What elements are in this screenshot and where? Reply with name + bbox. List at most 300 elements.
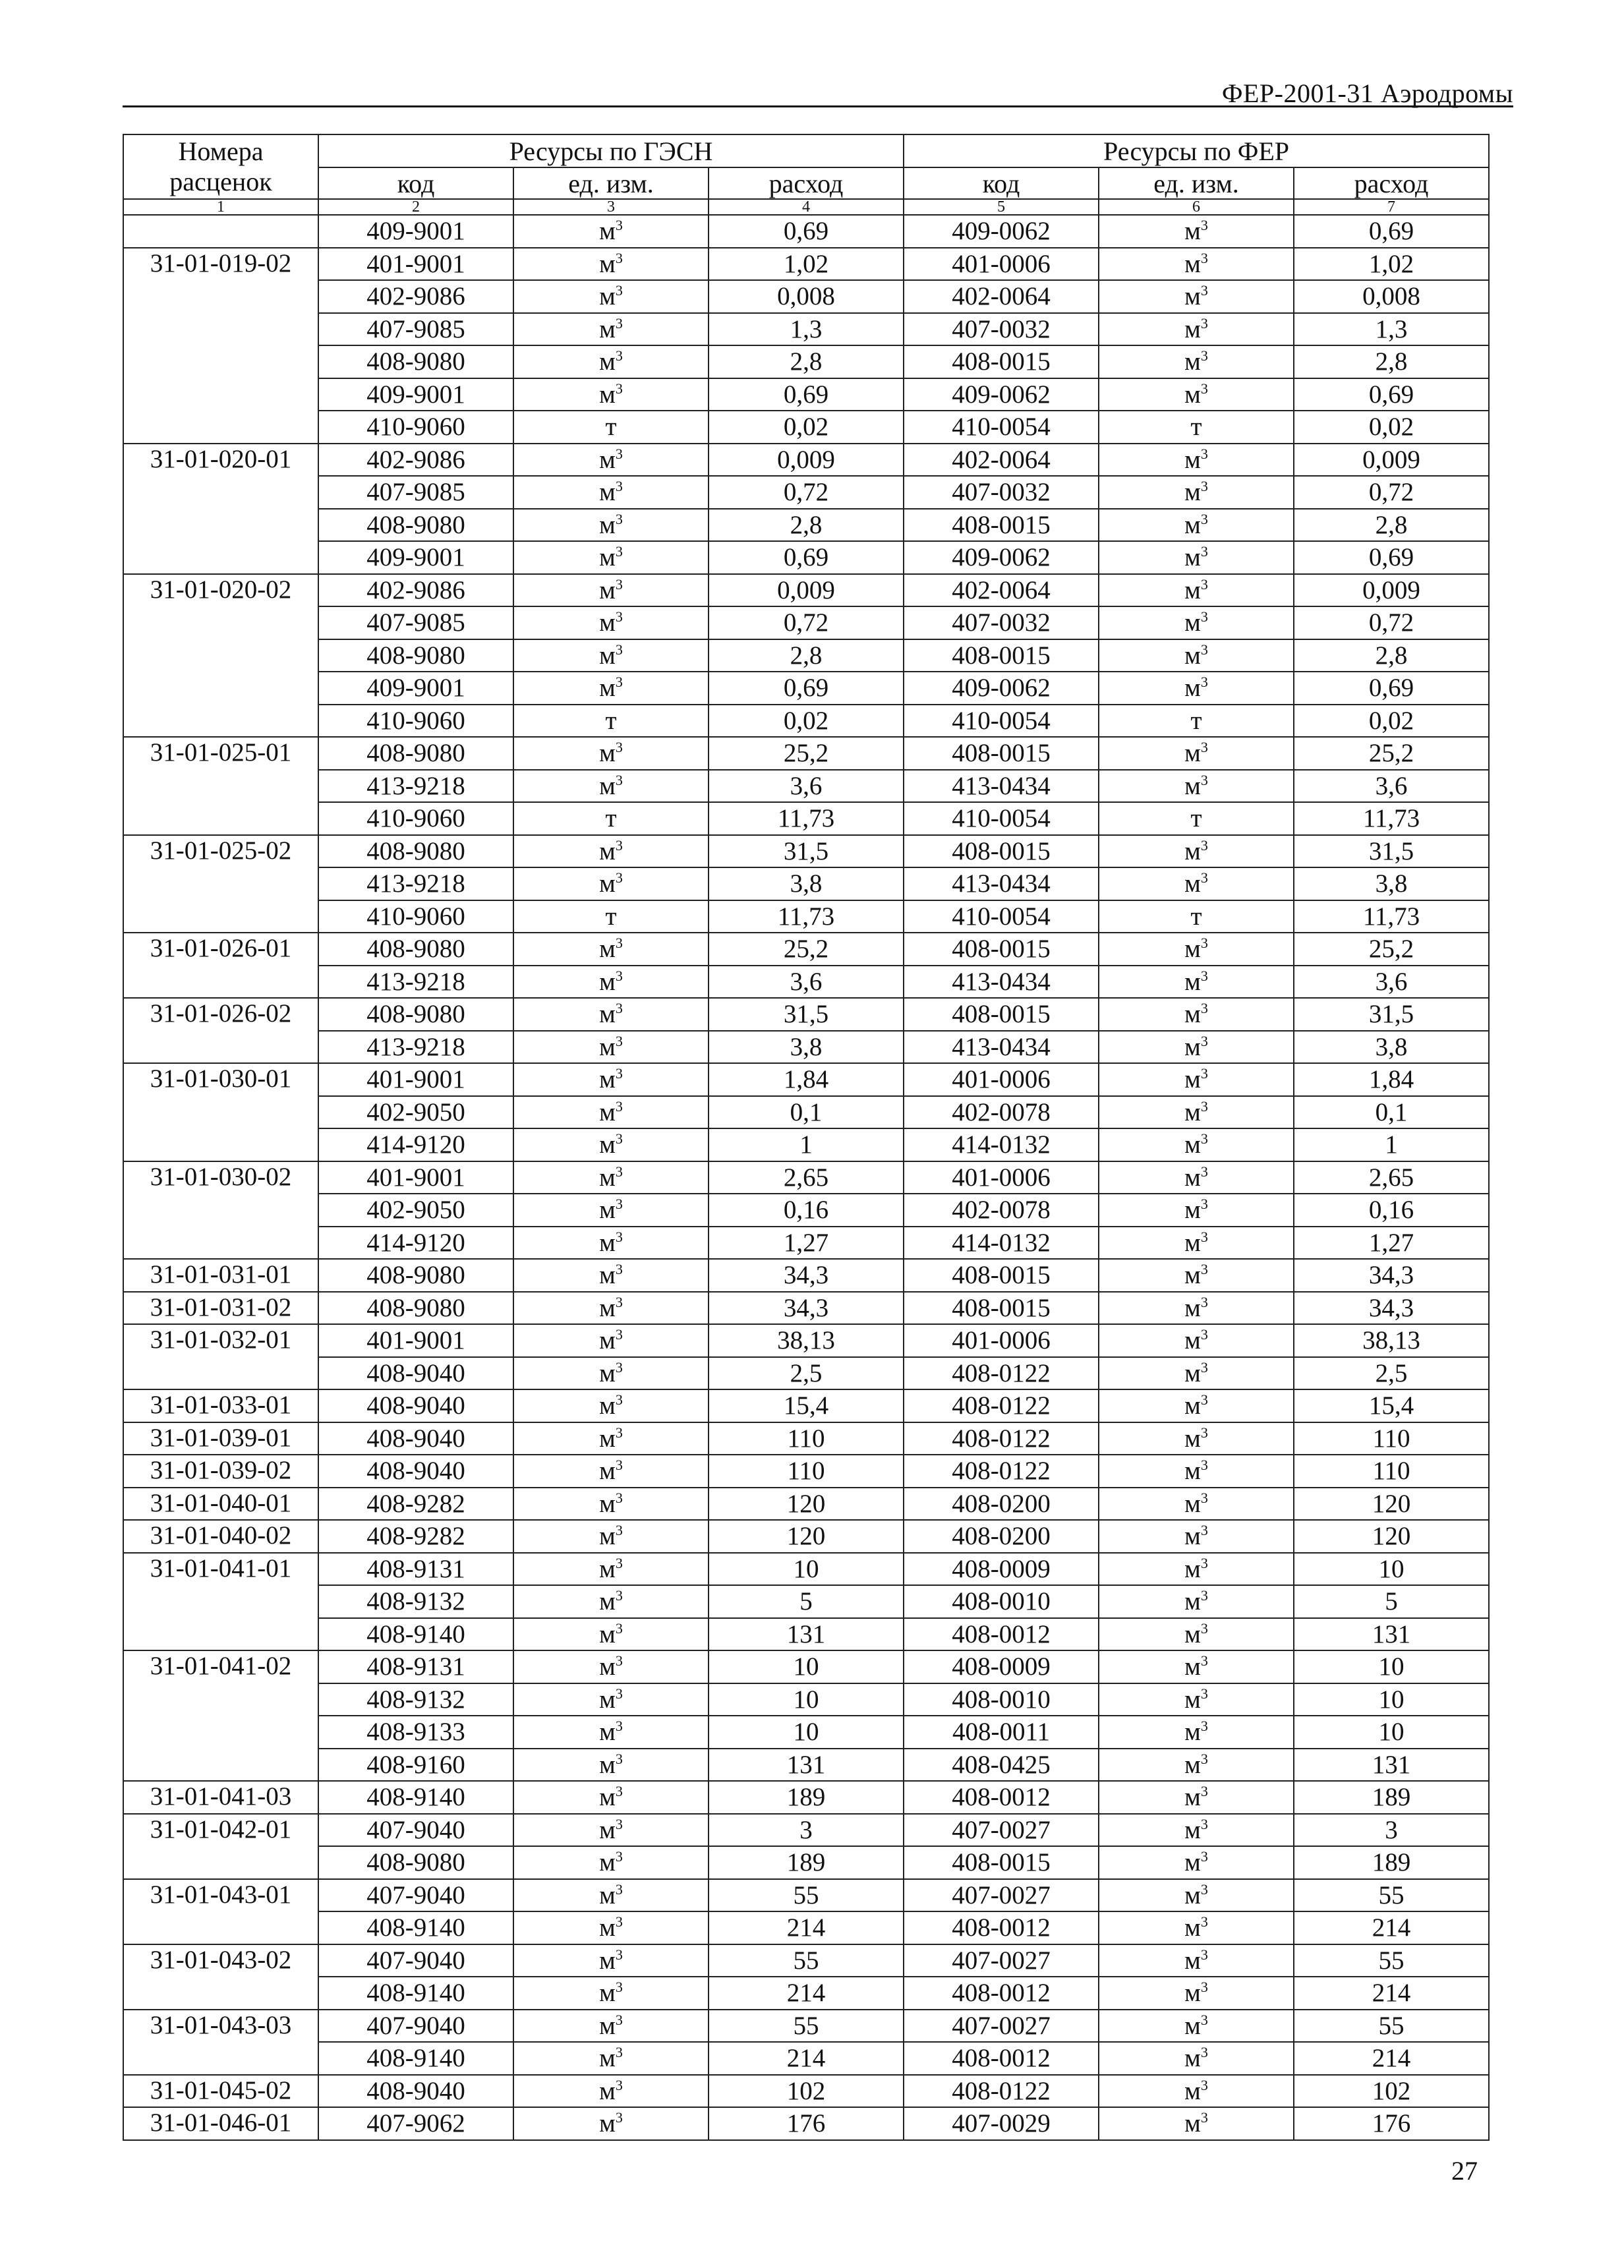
unit-exponent: 3 <box>615 935 623 952</box>
unit-base: м <box>599 869 616 898</box>
fer-consumption-cell: 3,8 <box>1294 1031 1489 1064</box>
gesn-code-cell: 413-9218 <box>318 1031 513 1064</box>
fer-code-cell: 407-0027 <box>904 2010 1099 2043</box>
unit-exponent: 3 <box>615 314 623 332</box>
gesn-consumption-cell: 131 <box>709 1618 904 1651</box>
gesn-unit-cell <box>513 966 709 999</box>
fer-consumption-cell: 110 <box>1294 1455 1489 1488</box>
rate-number-cell: 31-01-046-01 <box>123 2107 318 2140</box>
unit-base: м <box>599 1880 616 1909</box>
fer-code-cell: 413-0434 <box>904 1031 1099 1064</box>
rate-number-cell: 31-01-041-03 <box>123 1781 318 1814</box>
table-row <box>123 1357 1489 1390</box>
unit-exponent: 3 <box>1200 869 1208 887</box>
fer-unit-cell <box>1099 2107 1294 2140</box>
gesn-consumption-cell: 3,8 <box>709 1031 904 1064</box>
unit-base: м <box>599 1358 616 1387</box>
table-row <box>123 835 1489 868</box>
fer-code-cell: 413-0434 <box>904 770 1099 803</box>
fer-code-cell: 407-0029 <box>904 2107 1099 2140</box>
rate-number-cell: 31-01-032-01 <box>123 1324 318 1389</box>
gesn-unit-cell <box>513 541 709 574</box>
fer-consumption-cell: 25,2 <box>1294 933 1489 966</box>
rate-number-cell: 31-01-040-02 <box>123 1520 318 1553</box>
gesn-code-cell: 402-9050 <box>318 1096 513 1129</box>
unit-tonne: т <box>605 804 617 833</box>
unit-base: м <box>599 1457 616 1486</box>
unit-exponent: 3 <box>615 1913 623 1931</box>
fer-consumption-cell: 120 <box>1294 1520 1489 1553</box>
table-row <box>123 1749 1489 1782</box>
fer-consumption-cell: 0,69 <box>1294 215 1489 248</box>
table-row <box>123 2107 1489 2140</box>
fer-unit-cell <box>1099 1031 1294 1064</box>
gesn-consumption-cell: 3 <box>709 1814 904 1847</box>
unit-exponent: 3 <box>615 1619 623 1637</box>
fer-consumption-cell: 11,73 <box>1294 900 1489 933</box>
unit-base: м <box>1184 967 1201 996</box>
gesn-code-cell: 408-9131 <box>318 1650 513 1683</box>
fer-unit-cell <box>1099 2075 1294 2108</box>
gesn-consumption-cell: 110 <box>709 1422 904 1455</box>
gesn-consumption-cell: 0,02 <box>709 411 904 444</box>
unit-base: м <box>1184 1554 1201 1583</box>
unit-base: м <box>599 249 616 278</box>
unit-base: м <box>599 1032 616 1061</box>
gesn-code-cell: 402-9086 <box>318 444 513 477</box>
gesn-consumption-cell: 0,69 <box>709 215 904 248</box>
table-row <box>123 313 1489 346</box>
fer-unit-cell <box>1099 1488 1294 1521</box>
fer-code-cell: 414-0132 <box>904 1128 1099 1161</box>
fer-unit-cell <box>1099 1063 1294 1096</box>
unit-exponent: 3 <box>1200 314 1208 332</box>
table-row <box>123 933 1489 966</box>
unit-base: м <box>1184 1619 1201 1648</box>
unit-base: м <box>1184 314 1201 343</box>
gesn-code-cell: 408-9080 <box>318 1846 513 1879</box>
fer-consumption-cell: 1,27 <box>1294 1227 1489 1260</box>
unit-base: м <box>1184 1457 1201 1486</box>
table-row <box>123 1781 1489 1814</box>
fer-consumption-cell: 10 <box>1294 1553 1489 1586</box>
unit-exponent: 3 <box>615 1358 623 1376</box>
gesn-unit-cell <box>513 1585 709 1618</box>
fer-unit-cell <box>1099 215 1294 248</box>
gesn-code-cell: 407-9085 <box>318 476 513 509</box>
gesn-unit-cell <box>513 1259 709 1292</box>
fer-code-header: код <box>904 167 1099 199</box>
fer-unit-cell <box>1099 1814 1294 1847</box>
fer-unit-cell <box>1099 933 1294 966</box>
unit-base: м <box>1184 543 1201 572</box>
unit-base: м <box>599 1848 616 1877</box>
table-row <box>123 1814 1489 1847</box>
table-row <box>123 248 1489 281</box>
table-row <box>123 1292 1489 1325</box>
fer-consumption-cell: 25,2 <box>1294 737 1489 770</box>
fer-code-cell: 410-0054 <box>904 705 1099 738</box>
gesn-code-cell: 408-9080 <box>318 998 513 1031</box>
gesn-consumption-cell: 10 <box>709 1553 904 1586</box>
table-row <box>123 1846 1489 1879</box>
fer-consumption-cell: 214 <box>1294 1911 1489 1944</box>
unit-exponent: 3 <box>1200 967 1208 984</box>
fer-unit-cell <box>1099 1259 1294 1292</box>
fer-consumption-cell: 0,69 <box>1294 541 1489 574</box>
fer-consumption-cell: 2,5 <box>1294 1357 1489 1390</box>
gesn-code-cell: 408-9132 <box>318 1585 513 1618</box>
unit-exponent: 3 <box>615 347 623 364</box>
fer-unit-cell <box>1099 476 1294 509</box>
unit-base: м <box>1184 1685 1201 1714</box>
fer-code-cell: 408-0015 <box>904 835 1099 868</box>
unit-exponent: 3 <box>1200 282 1208 299</box>
unit-base: м <box>1184 1032 1201 1061</box>
fer-code-cell: 408-0015 <box>904 998 1099 1031</box>
table-row <box>123 1944 1489 1977</box>
unit-exponent: 3 <box>1200 2076 1208 2093</box>
fer-consumption-cell: 214 <box>1294 1977 1489 2010</box>
unit-exponent: 3 <box>615 380 623 397</box>
unit-base: м <box>599 543 616 572</box>
table-row <box>123 509 1489 542</box>
fer-unit-cell <box>1099 248 1294 281</box>
gesn-consumption-cell: 55 <box>709 1944 904 1977</box>
gesn-consumption-cell: 0,009 <box>709 444 904 477</box>
unit-base: м <box>1184 739 1201 768</box>
unit-base: м <box>599 1685 616 1714</box>
unit-exponent: 3 <box>1200 1946 1208 1963</box>
gesn-unit-cell <box>513 2042 709 2075</box>
gesn-consumption-cell: 1,02 <box>709 248 904 281</box>
gesn-consumption-cell: 10 <box>709 1683 904 1716</box>
unit-base: м <box>1184 2109 1201 2138</box>
fer-consumption-cell: 0,009 <box>1294 444 1489 477</box>
fer-code-cell: 408-0200 <box>904 1488 1099 1521</box>
unit-base: м <box>1184 1489 1201 1518</box>
fer-unit-cell <box>1099 1324 1294 1357</box>
fer-unit-cell <box>1099 1650 1294 1683</box>
gesn-unit-cell <box>513 280 709 313</box>
table-row <box>123 2010 1489 2043</box>
unit-tonne: т <box>1190 413 1202 442</box>
unit-exponent: 3 <box>1200 935 1208 952</box>
unit-exponent: 3 <box>615 1130 623 1148</box>
unit-base: м <box>599 641 616 670</box>
table-row <box>123 1650 1489 1683</box>
column-number: 4 <box>709 199 904 215</box>
unit-exponent: 3 <box>1200 1326 1208 1343</box>
gesn-code-cell: 408-9040 <box>318 1455 513 1488</box>
gesn-unit-cell <box>513 345 709 378</box>
table-row <box>123 476 1489 509</box>
table-row <box>123 770 1489 803</box>
gesn-code-cell: 408-9040 <box>318 1422 513 1455</box>
fer-code-cell: 408-0015 <box>904 345 1099 378</box>
gesn-consumption-cell: 31,5 <box>709 998 904 1031</box>
gesn-consumption-cell: 3,8 <box>709 867 904 900</box>
unit-exponent: 3 <box>615 1522 623 1539</box>
unit-base: м <box>599 608 616 637</box>
gesn-group-header: Ресурсы по ГЭСН <box>318 134 904 167</box>
fer-code-cell: 408-0122 <box>904 2075 1099 2108</box>
gesn-code-cell: 408-9140 <box>318 1781 513 1814</box>
unit-base: м <box>599 510 616 539</box>
gesn-consumption-cell: 214 <box>709 1977 904 2010</box>
table-row <box>123 1389 1489 1422</box>
unit-base: м <box>1184 1196 1201 1225</box>
unit-base: м <box>599 1489 616 1518</box>
gesn-code-cell: 407-9085 <box>318 313 513 346</box>
unit-exponent: 3 <box>615 771 623 788</box>
gesn-unit-cell <box>513 770 709 803</box>
fer-code-cell: 402-0064 <box>904 280 1099 313</box>
rate-number-cell: 31-01-031-01 <box>123 1259 318 1292</box>
unit-exponent: 3 <box>1200 478 1208 495</box>
unit-base: м <box>599 314 616 343</box>
table-row <box>123 1324 1489 1357</box>
gesn-code-cell: 408-9133 <box>318 1716 513 1749</box>
unit-exponent: 3 <box>615 1685 623 1702</box>
fer-unit-cell <box>1099 1292 1294 1325</box>
fer-consumption-cell: 110 <box>1294 1422 1489 1455</box>
table-row <box>123 998 1489 1031</box>
fer-code-cell: 410-0054 <box>904 411 1099 444</box>
unit-base: м <box>599 1097 616 1126</box>
unit-exponent: 3 <box>1200 608 1208 625</box>
unit-tonne: т <box>605 902 617 931</box>
unit-base: м <box>1184 1326 1201 1355</box>
unit-exponent: 3 <box>1200 1718 1208 1735</box>
unit-base: м <box>1184 1979 1201 2008</box>
gesn-consumption-cell: 0,16 <box>709 1194 904 1227</box>
fer-code-cell: 408-0015 <box>904 1292 1099 1325</box>
rate-number-cell: 31-01-041-02 <box>123 1650 318 1781</box>
fer-unit-cell <box>1099 1357 1294 1390</box>
unit-exponent: 3 <box>615 1554 623 1571</box>
gesn-consumption-cell: 0,69 <box>709 672 904 705</box>
fer-consumption-cell: 0,02 <box>1294 411 1489 444</box>
fer-unit-cell <box>1099 1227 1294 1260</box>
unit-exponent: 3 <box>615 445 623 462</box>
gesn-consumption-cell: 38,13 <box>709 1324 904 1357</box>
gesn-consumption-cell: 131 <box>709 1749 904 1782</box>
gesn-consumption-cell: 25,2 <box>709 737 904 770</box>
fer-unit-cell <box>1099 541 1294 574</box>
unit-base: м <box>599 1554 616 1583</box>
fer-code-cell: 408-0012 <box>904 1977 1099 2010</box>
unit-base: м <box>1184 1587 1201 1616</box>
fer-code-cell: 408-0425 <box>904 1749 1099 1782</box>
gesn-consumption-cell: 10 <box>709 1650 904 1683</box>
unit-base: м <box>599 1587 616 1616</box>
gesn-unit-header: ед. изм. <box>513 167 709 199</box>
unit-exponent: 3 <box>1200 1097 1208 1115</box>
gesn-code-cell: 408-9140 <box>318 1911 513 1944</box>
gesn-unit-cell <box>513 705 709 738</box>
gesn-unit-cell <box>513 313 709 346</box>
gesn-consumption-cell: 2,8 <box>709 345 904 378</box>
fer-unit-cell <box>1099 1389 1294 1422</box>
table-row <box>123 574 1489 607</box>
fer-code-cell: 409-0062 <box>904 378 1099 411</box>
gesn-consumption-cell: 120 <box>709 1488 904 1521</box>
unit-base: м <box>1184 1522 1201 1551</box>
unit-base: м <box>599 1065 616 1094</box>
fer-unit-cell <box>1099 1585 1294 1618</box>
gesn-consumption-cell: 0,72 <box>709 606 904 639</box>
table-row <box>123 705 1489 738</box>
unit-base: м <box>1184 575 1201 604</box>
gesn-code-cell: 414-9120 <box>318 1128 513 1161</box>
unit-base: м <box>599 771 616 800</box>
unit-exponent: 3 <box>1200 1457 1208 1474</box>
gesn-code-cell: 408-9080 <box>318 1292 513 1325</box>
unit-base: м <box>1184 641 1201 670</box>
fer-consumption-cell: 31,5 <box>1294 835 1489 868</box>
fer-consumption-cell: 10 <box>1294 1716 1489 1749</box>
table-row <box>123 1683 1489 1716</box>
fer-consumption-cell: 1,02 <box>1294 248 1489 281</box>
unit-exponent: 3 <box>615 608 623 625</box>
unit-base: м <box>599 282 616 311</box>
unit-exponent: 3 <box>615 1261 623 1278</box>
unit-base: м <box>599 2109 616 2138</box>
unit-base: м <box>599 1522 616 1551</box>
gesn-consumption-cell: 2,8 <box>709 509 904 542</box>
unit-exponent: 3 <box>1200 249 1208 266</box>
unit-base: м <box>599 2044 616 2073</box>
unit-exponent: 3 <box>615 249 623 266</box>
gesn-consumption-cell: 110 <box>709 1455 904 1488</box>
unit-exponent: 3 <box>1200 510 1208 527</box>
fer-code-cell: 407-0027 <box>904 1814 1099 1847</box>
gesn-unit-cell <box>513 2075 709 2108</box>
fer-unit-cell <box>1099 313 1294 346</box>
table-row <box>123 1455 1489 1488</box>
unit-exponent: 3 <box>615 1228 623 1245</box>
gesn-consumption-cell: 1,27 <box>709 1227 904 1260</box>
unit-base: м <box>599 1391 616 1420</box>
unit-base: м <box>1184 1913 1201 1942</box>
gesn-unit-cell <box>513 1879 709 1912</box>
gesn-code-cell: 408-9080 <box>318 835 513 868</box>
fer-consumption-cell: 131 <box>1294 1749 1489 1782</box>
gesn-unit-cell <box>513 933 709 966</box>
unit-exponent: 3 <box>615 1163 623 1180</box>
fer-code-cell: 408-0012 <box>904 1781 1099 1814</box>
column-number: 7 <box>1294 199 1489 215</box>
fer-unit-cell <box>1099 1553 1294 1586</box>
fer-consumption-cell: 2,8 <box>1294 509 1489 542</box>
gesn-unit-cell <box>513 378 709 411</box>
rate-number-cell: 31-01-020-01 <box>123 444 318 574</box>
unit-base: м <box>599 935 616 964</box>
unit-base: м <box>1184 1880 1201 1909</box>
unit-exponent: 3 <box>615 1032 623 1049</box>
unit-exponent: 3 <box>1200 1880 1208 1898</box>
fer-unit-cell <box>1099 345 1294 378</box>
unit-exponent: 3 <box>1200 739 1208 756</box>
unit-tonne: т <box>1190 902 1202 931</box>
unit-exponent: 3 <box>615 641 623 658</box>
gesn-unit-cell <box>513 444 709 477</box>
unit-exponent: 3 <box>615 2076 623 2093</box>
unit-exponent: 3 <box>1200 1065 1208 1082</box>
rate-number-cell: 31-01-026-01 <box>123 933 318 998</box>
rate-number-cell: 31-01-039-02 <box>123 1455 318 1488</box>
unit-base: м <box>599 1293 616 1322</box>
table-row <box>123 1585 1489 1618</box>
table-row <box>123 2075 1489 2108</box>
unit-base: м <box>1184 445 1201 474</box>
fer-consumption-cell: 34,3 <box>1294 1259 1489 1292</box>
gesn-unit-cell <box>513 1389 709 1422</box>
unit-base: м <box>599 1946 616 1975</box>
gesn-unit-cell <box>513 1977 709 2010</box>
fer-code-cell: 408-0122 <box>904 1422 1099 1455</box>
unit-base: м <box>1184 2044 1201 2073</box>
fer-code-cell: 409-0062 <box>904 672 1099 705</box>
gesn-unit-cell <box>513 1292 709 1325</box>
gesn-unit-cell <box>513 998 709 1031</box>
unit-exponent: 3 <box>1200 1979 1208 1996</box>
unit-exponent: 3 <box>615 2109 623 2126</box>
gesn-unit-cell <box>513 1944 709 1977</box>
table-row <box>123 1879 1489 1912</box>
unit-base: м <box>1184 1293 1201 1322</box>
gesn-code-cell: 408-9140 <box>318 2042 513 2075</box>
unit-base: м <box>1184 347 1201 376</box>
unit-exponent: 3 <box>615 575 623 593</box>
fer-consumption-cell: 15,4 <box>1294 1389 1489 1422</box>
unit-exponent: 3 <box>1200 2109 1208 2126</box>
table-row <box>123 639 1489 672</box>
table-row <box>123 606 1489 639</box>
gesn-consumption-cell: 1,84 <box>709 1063 904 1096</box>
table-row <box>123 541 1489 574</box>
gesn-unit-cell <box>513 2107 709 2140</box>
unit-base: м <box>1184 1750 1201 1779</box>
fer-unit-cell <box>1099 1944 1294 1977</box>
unit-base: м <box>1184 1228 1201 1257</box>
gesn-code-cell: 409-9001 <box>318 541 513 574</box>
fer-code-cell: 408-0012 <box>904 1911 1099 1944</box>
unit-base: м <box>599 380 616 409</box>
table-row <box>123 1553 1489 1586</box>
fer-code-cell: 408-0015 <box>904 1846 1099 1879</box>
gesn-code-cell: 402-9086 <box>318 574 513 607</box>
fer-code-cell: 407-0027 <box>904 1879 1099 1912</box>
fer-unit-header: ед. изм. <box>1099 167 1294 199</box>
rate-number-cell: 31-01-043-01 <box>123 1879 318 1944</box>
unit-base: м <box>1184 1130 1201 1159</box>
fer-unit-cell <box>1099 378 1294 411</box>
gesn-code-cell: 413-9218 <box>318 867 513 900</box>
fer-code-cell: 408-0015 <box>904 1259 1099 1292</box>
fer-unit-cell <box>1099 966 1294 999</box>
unit-exponent: 3 <box>1200 2044 1208 2061</box>
unit-base: м <box>599 1228 616 1257</box>
unit-exponent: 3 <box>1200 1815 1208 1832</box>
gesn-code-cell: 408-9080 <box>318 1259 513 1292</box>
gesn-unit-cell <box>513 1781 709 1814</box>
gesn-unit-cell <box>513 411 709 444</box>
unit-base: м <box>1184 935 1201 964</box>
fer-code-cell: 413-0434 <box>904 867 1099 900</box>
fer-unit-cell <box>1099 998 1294 1031</box>
